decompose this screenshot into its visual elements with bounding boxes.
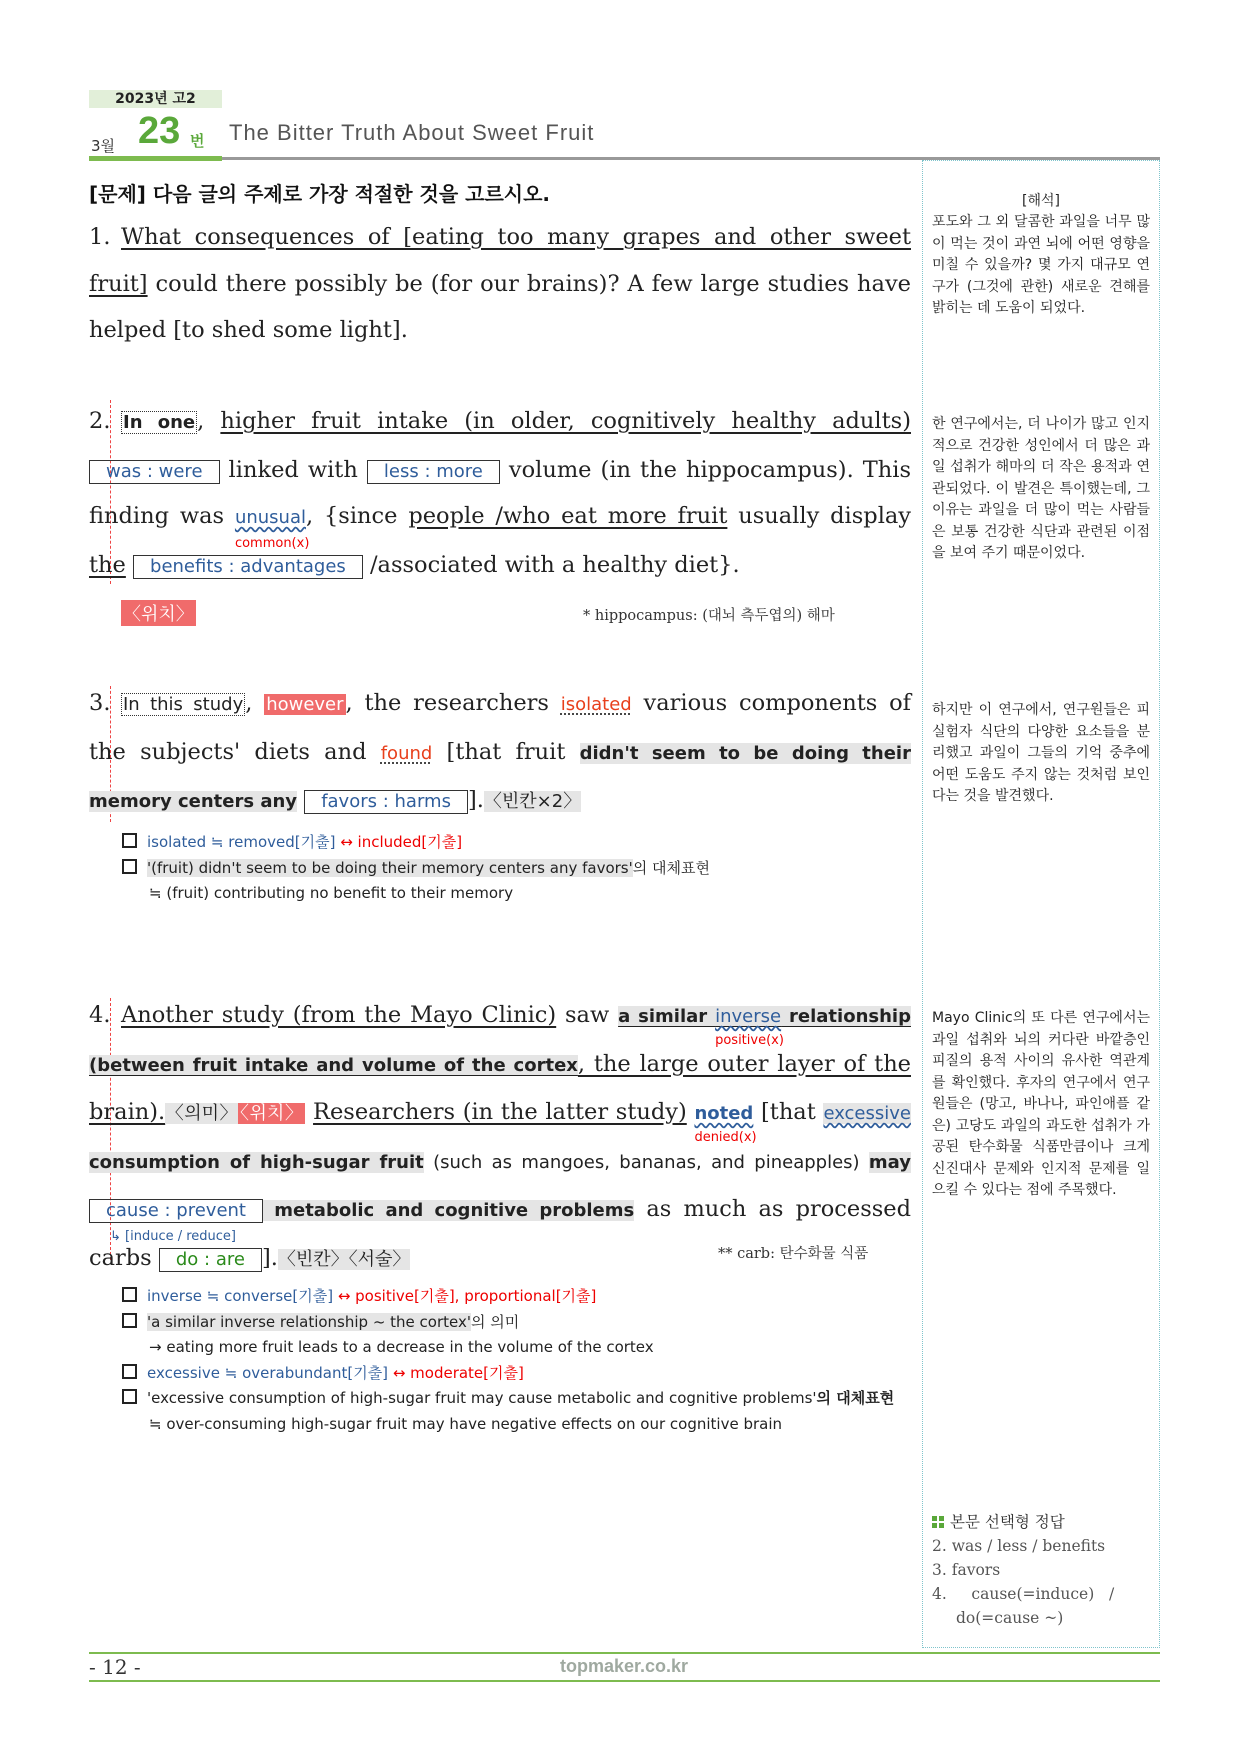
checkbox-icon[interactable] <box>122 1313 137 1328</box>
note-item: 'a similar inverse relationship ~ the cortex'의 의미 <box>122 1310 894 1336</box>
tag-meaning: 〈의미〉 <box>165 1103 239 1124</box>
tag-blank-descriptive: 〈빈칸〉〈서술〉 <box>277 1248 411 1270</box>
p3-notes <box>122 830 710 907</box>
answer-key-title: 본문 선택형 정답 <box>932 1510 1150 1534</box>
p4-text: , the large outer layer of the brain). <box>89 1050 911 1125</box>
footer-line-top <box>89 1652 1160 1654</box>
p3-comma: , <box>245 690 265 716</box>
note-item: excessive ≒ overabundant[기출] ↔ moderate[기출] <box>122 1361 894 1387</box>
p1-text: could there possibly be (for our brains)? A few large studies have helped [to shed some light]. <box>89 270 911 343</box>
translation-p2: 한 연구에서는, 더 나이가 많고 인지적으로 건강한 성인에서 더 많은 과일 섭취가 해마의 더 작은 용적과 연관되었다. 이 발견은 특이했는데, 그 이유는 과일을 더 많이 먹는 사람들은 보통 건강한 식단과 관련된 이점을 보여 주기 때문이었다. <box>932 416 1150 561</box>
tag-position: 〈위치〉 <box>121 600 196 626</box>
page-title: The Bitter Truth About Sweet Fruit <box>229 120 595 145</box>
choice-box-cause-prevent[interactable]: cause : prevent ↳ [induce / reduce] <box>89 1199 263 1223</box>
header-accent-line <box>89 156 222 161</box>
question-number: 23 <box>138 110 181 152</box>
p4-text: [that <box>753 1099 824 1125</box>
checkbox-icon[interactable] <box>122 1389 137 1404</box>
p4-noted: noted denied(x) <box>694 1103 757 1145</box>
answer-key <box>932 1510 1150 1630</box>
p4-mayo: Another study (from the Mayo Clinic) <box>121 1002 557 1028</box>
p2-subject: higher fruit intake (in older, cognitively healthy adults) <box>220 408 911 434</box>
p3-isolated: isolated <box>560 694 632 715</box>
note-item: 'excessive consumption of high-sugar fruit may cause metabolic and cognitive problems'의 대체표현 <box>122 1386 894 1412</box>
checkbox-icon[interactable] <box>122 1364 137 1379</box>
para-number: 2. <box>89 408 111 434</box>
p4-highlight-1: a similar inverse positive(x) relationship (between fruit intake and volume of the cortex <box>89 1006 911 1076</box>
p2-footnote: * hippocampus: (대뇌 측두엽의) 해마 <box>583 608 835 624</box>
p4-text: as much as processed carbs <box>89 1196 911 1271</box>
paragraph-1 <box>89 214 911 354</box>
para-number: 1. <box>89 224 111 250</box>
p3-text: ]. <box>467 787 484 813</box>
question-instruction: [문제] 다음 글의 주제로 가장 적절한 것을 고르시오. <box>89 182 551 206</box>
note-sub: → eating more fruit leads to a decrease in the volume of the cortex <box>149 1338 654 1356</box>
checkbox-icon[interactable] <box>122 1287 137 1302</box>
para-number: 3. <box>89 690 111 716</box>
translation-title: [해석] <box>1022 193 1060 209</box>
paragraph-2 <box>89 398 911 588</box>
grid-square-icon <box>932 1516 944 1528</box>
paragraph-3 <box>89 680 911 826</box>
footer-line-bottom <box>89 1680 1160 1682</box>
translation-p4: Mayo Clinic의 또 다른 연구에서는 과일 섭취와 뇌의 커다란 바깥층인 피질의 용적 사이의 유사한 역관계를 확인했다. 후자의 연구에서 연구원들은 (망고, 바나나, 파인애플 같은) 고당도 과일의 과도한 섭취가 가공된 탄수화물 식품만큼이나 크게 신진대사 문제와 인지적 문제를 일으킬 수 있다는 점에 주목했다. <box>932 1010 1150 1198</box>
checkbox-icon[interactable] <box>122 833 137 848</box>
p2-text: , {since <box>305 503 409 529</box>
answer-3: 3. favors <box>932 1561 1001 1579</box>
question-suffix: 번 <box>190 132 205 150</box>
p3-however: however <box>266 694 344 715</box>
p4-notes <box>122 1284 894 1437</box>
p3-text: various components of the subjects' diets and <box>89 690 911 765</box>
p1-underlined: What consequences of [eating too many grapes and other sweet fruit] <box>89 224 911 297</box>
year-grade-label: 2023년 고2 <box>89 90 222 108</box>
tag-blank: 〈빈칸×2〉 <box>483 791 582 812</box>
p4-cause-note: ↳ [induce / reduce] <box>110 1229 236 1244</box>
p2-text: /associated with a healthy diet}. <box>362 551 740 578</box>
answer-4-cont: do(=cause ~) <box>956 1609 1064 1627</box>
p4-paren: (such as mangoes, bananas, and pineapples) <box>423 1151 869 1173</box>
checkbox-icon[interactable] <box>122 859 137 874</box>
translation-p3: 하지만 이 연구에서, 연구원들은 피실험자 식단의 다양한 요소들을 분리했고 과일이 그들의 기억 중추에 어떤 도움도 주지 않는 것처럼 보인다는 것을 발견했다. <box>932 702 1150 804</box>
p3-text: , the researchers <box>345 690 561 716</box>
p4-text: saw <box>556 1002 619 1028</box>
choice-box-less-more[interactable]: less : more <box>367 460 500 484</box>
choice-box-do-are[interactable]: do : are <box>159 1248 262 1272</box>
page-number: - 12 - <box>89 1655 141 1679</box>
p2-the: the <box>89 551 126 578</box>
p2-text: volume (in the hippocampus). This finding was <box>89 456 912 529</box>
note-item: inverse ≒ converse[기출] ↔ positive[기출], proportional[기출] <box>122 1284 894 1310</box>
p3-in-this-study: In this study <box>123 694 244 715</box>
p4-footnote: ** carb: 탄수화물 식품 <box>718 1246 869 1262</box>
p2-comma: , <box>197 408 221 434</box>
note-sub: ≒ over-consuming high-sugar fruit may have negative effects on our cognitive brain <box>149 1414 783 1433</box>
tag-position: 〈위치〉 <box>240 1103 304 1124</box>
p2-people: people /who eat more fruit <box>408 503 728 529</box>
p2-in-one: In one <box>123 412 196 433</box>
note-item: '(fruit) didn't seem to be doing their memory centers any favors'의 대체표현 <box>122 856 710 882</box>
choice-box-favors-harms[interactable]: favors : harms <box>304 790 468 814</box>
choice-box-was-were[interactable]: was : were <box>89 460 220 484</box>
p4-researchers: Researchers (in the latter study) <box>313 1099 687 1125</box>
para-number: 4. <box>89 1002 111 1028</box>
p4-may: may <box>868 1151 911 1173</box>
answer-2: 2. was / less / benefits <box>932 1537 1106 1555</box>
p4-highlight-2: excessive consumption of high-sugar fruit <box>89 1103 911 1173</box>
p2-text: usually display <box>727 503 912 529</box>
p3-text: [that fruit <box>432 738 580 765</box>
p4-inverse-note: positive(x) <box>715 1033 784 1048</box>
p3-found: found <box>380 742 433 764</box>
paragraph-4 <box>89 992 911 1283</box>
p2-text: linked with <box>219 456 367 483</box>
answer-4: 4. cause(=induce) / <box>932 1585 1115 1603</box>
p2-unusual-note: common(x) <box>234 536 310 551</box>
translation-p1: 포도와 그 외 달콤한 과일을 너무 많이 먹는 것이 과연 뇌에 어떤 영향을 미칠 수 있을까? 몇 가지 대규모 연구가 (그것에 관한) 새로운 견해를 밝히는 데 도움이 되었다. <box>932 214 1150 316</box>
translation-column <box>922 160 1160 1648</box>
month-label: 3월 <box>91 137 116 155</box>
note-item: isolated ≒ removed[기출] ↔ included[기출] <box>122 830 710 856</box>
choice-box-benefits-advantages[interactable]: benefits : advantages <box>133 555 363 579</box>
p4-highlight-3: metabolic and cognitive problems <box>263 1200 635 1221</box>
p4-text: ]. <box>261 1244 278 1271</box>
p3-highlight: didn't seem to be doing their memory centers any <box>89 742 911 812</box>
p4-noted-note: denied(x) <box>694 1130 757 1145</box>
p2-unusual: unusual common(x) <box>234 507 310 551</box>
site-watermark: topmaker.co.kr <box>560 1656 689 1676</box>
note-sub: ≒ (fruit) contributing no benefit to their memory <box>149 884 514 902</box>
